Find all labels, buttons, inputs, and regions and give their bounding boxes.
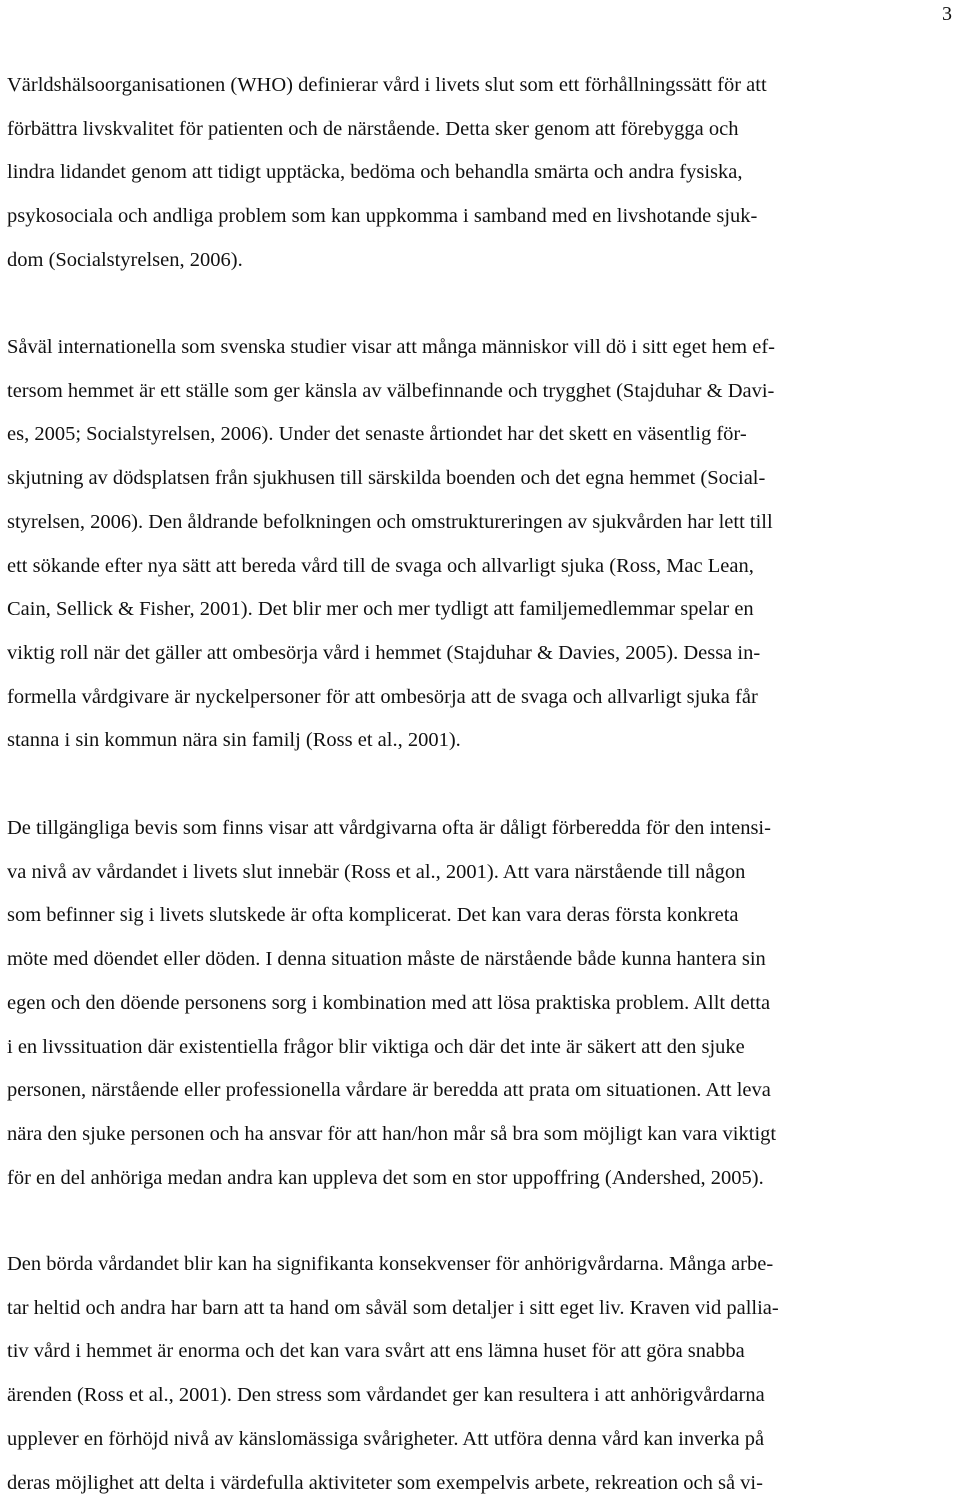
text-line: dom (Socialstyrelsen, 2006).	[7, 248, 243, 271]
text-line: lindra lidandet genom att tidigt upptäcka, bedöma och behandla smärta och andra fysiska,	[7, 161, 743, 184]
paragraph	[7, 1243, 779, 1505]
text-line: styrelsen, 2006). Den åldrande befolkningen och omstruktureringen av sjukvården har lett till	[7, 510, 773, 533]
text-line: Cain, Sellick & Fisher, 2001). Det blir mer och mer tydligt att familjemedlemmar spelar en	[7, 598, 754, 621]
paragraph	[7, 326, 775, 763]
text-line: deras möjlighet att delta i värdefulla aktiviteter som exempelvis arbete, rekreation och så vi-	[7, 1471, 763, 1494]
text-line: skjutning av dödsplatsen från sjukhusen till särskilda boenden och det egna hemmet (Social-	[7, 467, 766, 490]
text-line: personen, närstående eller professionella vårdare är beredda att prata om situationen. Att leva	[7, 1079, 771, 1102]
text-line: som befinner sig i livets slutskede är ofta komplicerat. Det kan vara deras första konkreta	[7, 904, 739, 927]
text-line: De tillgängliga bevis som finns visar att vårdgivarna ofta är dåligt förberedda för den intensi-	[7, 817, 771, 839]
text-line: ärenden (Ross et al., 2001). Den stress som vårdandet ger kan resultera i att anhörigvårdarna	[7, 1384, 765, 1407]
text-line: tersom hemmet är ett ställe som ger känsla av välbefinnande och trygghet (Stajduhar & Davi-	[7, 379, 775, 402]
page-number: 3	[942, 3, 952, 25]
text-line: upplever en förhöjd nivå av känslomässiga svårigheter. Att utföra denna vård kan inverka på	[7, 1427, 765, 1450]
text-line: ett sökande efter nya sätt att bereda vård till de svaga och allvarligt sjuka (Ross, Mac Lean,	[7, 554, 754, 577]
text-line: Den börda vårdandet blir kan ha signifikanta konsekvenser för anhörigvårdarna. Många arbe-	[7, 1253, 774, 1275]
text-line: nära den sjuke personen och ha ansvar för att han/hon mår så bra som möjligt kan vara viktigt	[7, 1122, 777, 1145]
paragraph	[7, 807, 776, 1200]
paragraph	[7, 64, 767, 283]
text-line: möte med döendet eller döden. I denna situation måste de närstående både kunna hantera sin	[7, 948, 766, 971]
text-line: stanna i sin kommun nära sin familj (Ross et al., 2001).	[7, 729, 461, 752]
text-line: psykosociala och andliga problem som kan uppkomma i samband med en livshotande sjuk-	[7, 205, 758, 228]
text-line: egen och den döende personens sorg i kombination med att lösa praktiska problem. Allt detta	[7, 991, 771, 1014]
text-line: för en del anhöriga medan andra kan uppleva det som en stor uppoffring (Andershed, 2005).	[7, 1166, 764, 1189]
text-line: tar heltid och andra har barn att ta hand om såväl som detaljer i sitt eget liv. Kraven vid pallia-	[7, 1296, 779, 1319]
text-line: formella vårdgivare är nyckelpersoner för att ombesörja att de svaga och allvarligt sjuka får	[7, 685, 758, 708]
text-line: viktig roll när det gäller att ombesörja vård i hemmet (Stajduhar & Davies, 2005). Dessa in-	[7, 641, 761, 664]
text-line: i en livssituation där existentiella frågor blir viktiga och där det inte är säkert att den sjuke	[7, 1035, 745, 1058]
text-line: es, 2005; Socialstyrelsen, 2006). Under det senaste årtiondet har det skett en väsentlig för-	[7, 423, 747, 446]
text-line: förbättra livskvalitet för patienten och de närstående. Detta sker genom att förebygga och	[7, 117, 739, 140]
text-line: tiv vård i hemmet är enorma och det kan vara svårt att ens lämna huset för att göra snabba	[7, 1340, 745, 1363]
text-line: Såväl internationella som svenska studier visar att många människor vill dö i sitt eget hem ef-	[7, 336, 775, 358]
text-line: Världshälsoorganisationen (WHO) definierar vård i livets slut som ett förhållningssätt för att	[7, 74, 767, 96]
text-line: va nivå av vårdandet i livets slut innebär (Ross et al., 2001). Att vara närstående till någon	[7, 860, 746, 883]
